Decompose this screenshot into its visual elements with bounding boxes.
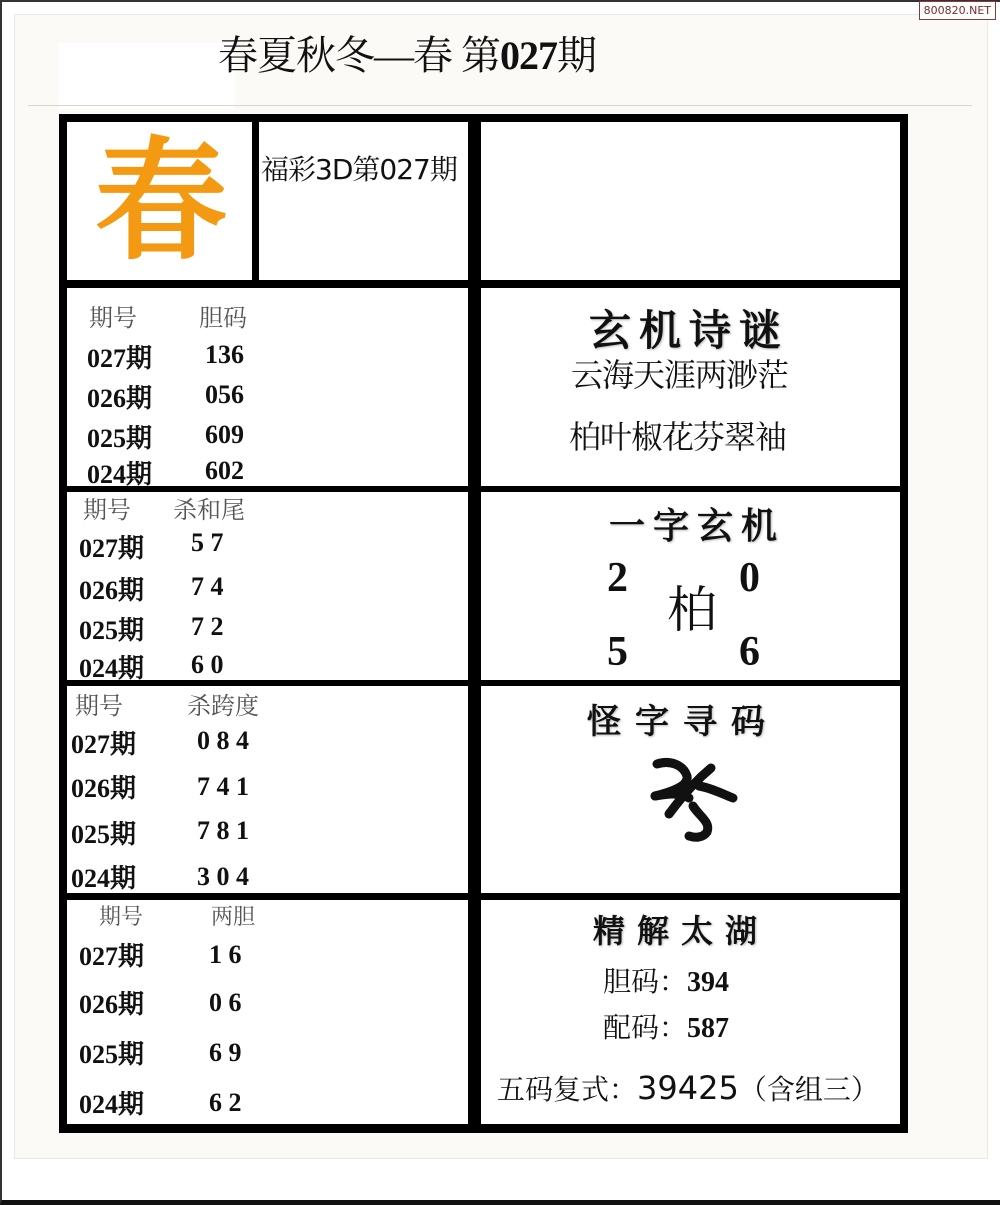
table-row-issue: 025期 — [79, 1040, 145, 1069]
table-row-issue: 024期 — [87, 460, 153, 486]
top-right-blank-cell — [481, 122, 900, 280]
table-row-issue: 026期 — [79, 990, 145, 1019]
table-row-issue: 024期 — [79, 654, 145, 680]
col-header-value: 两胆 — [211, 905, 256, 930]
table-row-value: 6 9 — [209, 1038, 242, 1067]
one-char-title: 一字玄机 — [609, 505, 786, 547]
watermark-badge: 800820.NET — [919, 1, 996, 20]
table-row-value: 0 8 4 — [197, 726, 249, 755]
col-header-issue: 期号 — [89, 304, 137, 332]
odd-char-cell — [481, 686, 900, 893]
season-cell — [67, 122, 252, 280]
taihu-cell — [481, 900, 900, 1124]
poem-riddle-cell — [481, 288, 900, 486]
taihu-title: 精解太湖 — [593, 912, 770, 950]
table-row-value: 0 6 — [209, 988, 242, 1017]
table-two-dan — [67, 900, 468, 1124]
col-header-value: 胆码 — [199, 304, 247, 332]
lottery-title: 福彩3D第027期 — [261, 153, 457, 186]
col-header-issue: 期号 — [75, 692, 123, 720]
taihu-pei-label: 配码： — [603, 1011, 688, 1044]
taihu-pei-value: 587 — [687, 1013, 730, 1044]
one-char-top-right: 0 — [739, 555, 760, 601]
table-row-issue: 027期 — [87, 344, 153, 373]
one-char-top-left: 2 — [607, 555, 628, 601]
odd-glyph-icon — [649, 756, 749, 846]
title-divider — [28, 105, 972, 106]
table-row-issue: 026期 — [79, 576, 145, 605]
table-row-issue: 027期 — [79, 534, 145, 563]
title-prefix: 春夏秋冬—春 第 — [218, 33, 500, 78]
taihu-five-note: （含组三） — [738, 1073, 879, 1106]
table-kill-span — [67, 686, 468, 893]
title-issue: 027 — [500, 33, 557, 78]
table-row-value: 5 7 — [191, 528, 224, 557]
taihu-five-row — [497, 1068, 879, 1108]
table-dan — [67, 288, 468, 486]
one-char-bottom-right: 6 — [739, 629, 760, 675]
taihu-dan-row — [603, 960, 729, 1000]
one-char-center: 柏 — [667, 581, 717, 639]
col-header-issue: 期号 — [99, 905, 144, 930]
table-row-issue: 024期 — [71, 864, 137, 893]
col-header-value: 杀跨度 — [187, 692, 259, 720]
table-row-value: 136 — [205, 340, 244, 369]
season-char: 春 — [95, 124, 227, 279]
col-header-value: 杀和尾 — [173, 496, 245, 524]
table-row-value: 1 6 — [209, 940, 242, 969]
table-kill-sum-tail — [67, 492, 468, 680]
table-row-value: 6 0 — [191, 650, 224, 679]
poem-line-1: 云海天涯两渺茫 — [571, 356, 789, 394]
prediction-board — [59, 114, 908, 1133]
taihu-dan-label: 胆码： — [603, 965, 688, 998]
title-blank-area — [59, 43, 235, 109]
page-title — [218, 24, 596, 81]
taihu-pei-row — [603, 1006, 729, 1046]
table-row-issue: 027期 — [79, 942, 145, 971]
table-row-issue: 026期 — [71, 774, 137, 803]
table-row-issue: 025期 — [79, 616, 145, 645]
table-row-issue: 025期 — [71, 820, 137, 849]
table-row-value: 056 — [205, 380, 244, 409]
poem-riddle-title: 玄机诗谜 — [589, 306, 790, 355]
table-row-issue: 025期 — [87, 424, 153, 453]
table-row-issue: 026期 — [87, 384, 153, 413]
taihu-five-value: 39425 — [637, 1069, 739, 1107]
lottery-title-cell — [259, 122, 468, 280]
table-row-value: 7 4 — [191, 572, 224, 601]
table-row-value: 6 2 — [209, 1088, 242, 1117]
table-row-value: 602 — [205, 456, 244, 485]
table-row-issue: 024期 — [79, 1090, 145, 1119]
taihu-dan-value: 394 — [687, 967, 730, 998]
poem-line-2: 柏叶椒花芬翠袖 — [569, 418, 787, 456]
table-row-value: 7 8 1 — [197, 816, 249, 845]
col-header-issue: 期号 — [83, 496, 131, 524]
table-row-value: 3 0 4 — [197, 862, 249, 891]
taihu-five-label: 五码复式： — [497, 1073, 638, 1106]
table-row-value: 7 2 — [191, 612, 224, 641]
one-char-bottom-left: 5 — [607, 629, 628, 675]
table-row-value: 7 4 1 — [197, 772, 249, 801]
odd-char-title: 怪字寻码 — [587, 702, 779, 742]
one-char-cell — [481, 492, 900, 680]
title-suffix: 期 — [557, 33, 596, 78]
table-row-issue: 027期 — [71, 730, 137, 759]
table-row-value: 609 — [205, 420, 244, 449]
